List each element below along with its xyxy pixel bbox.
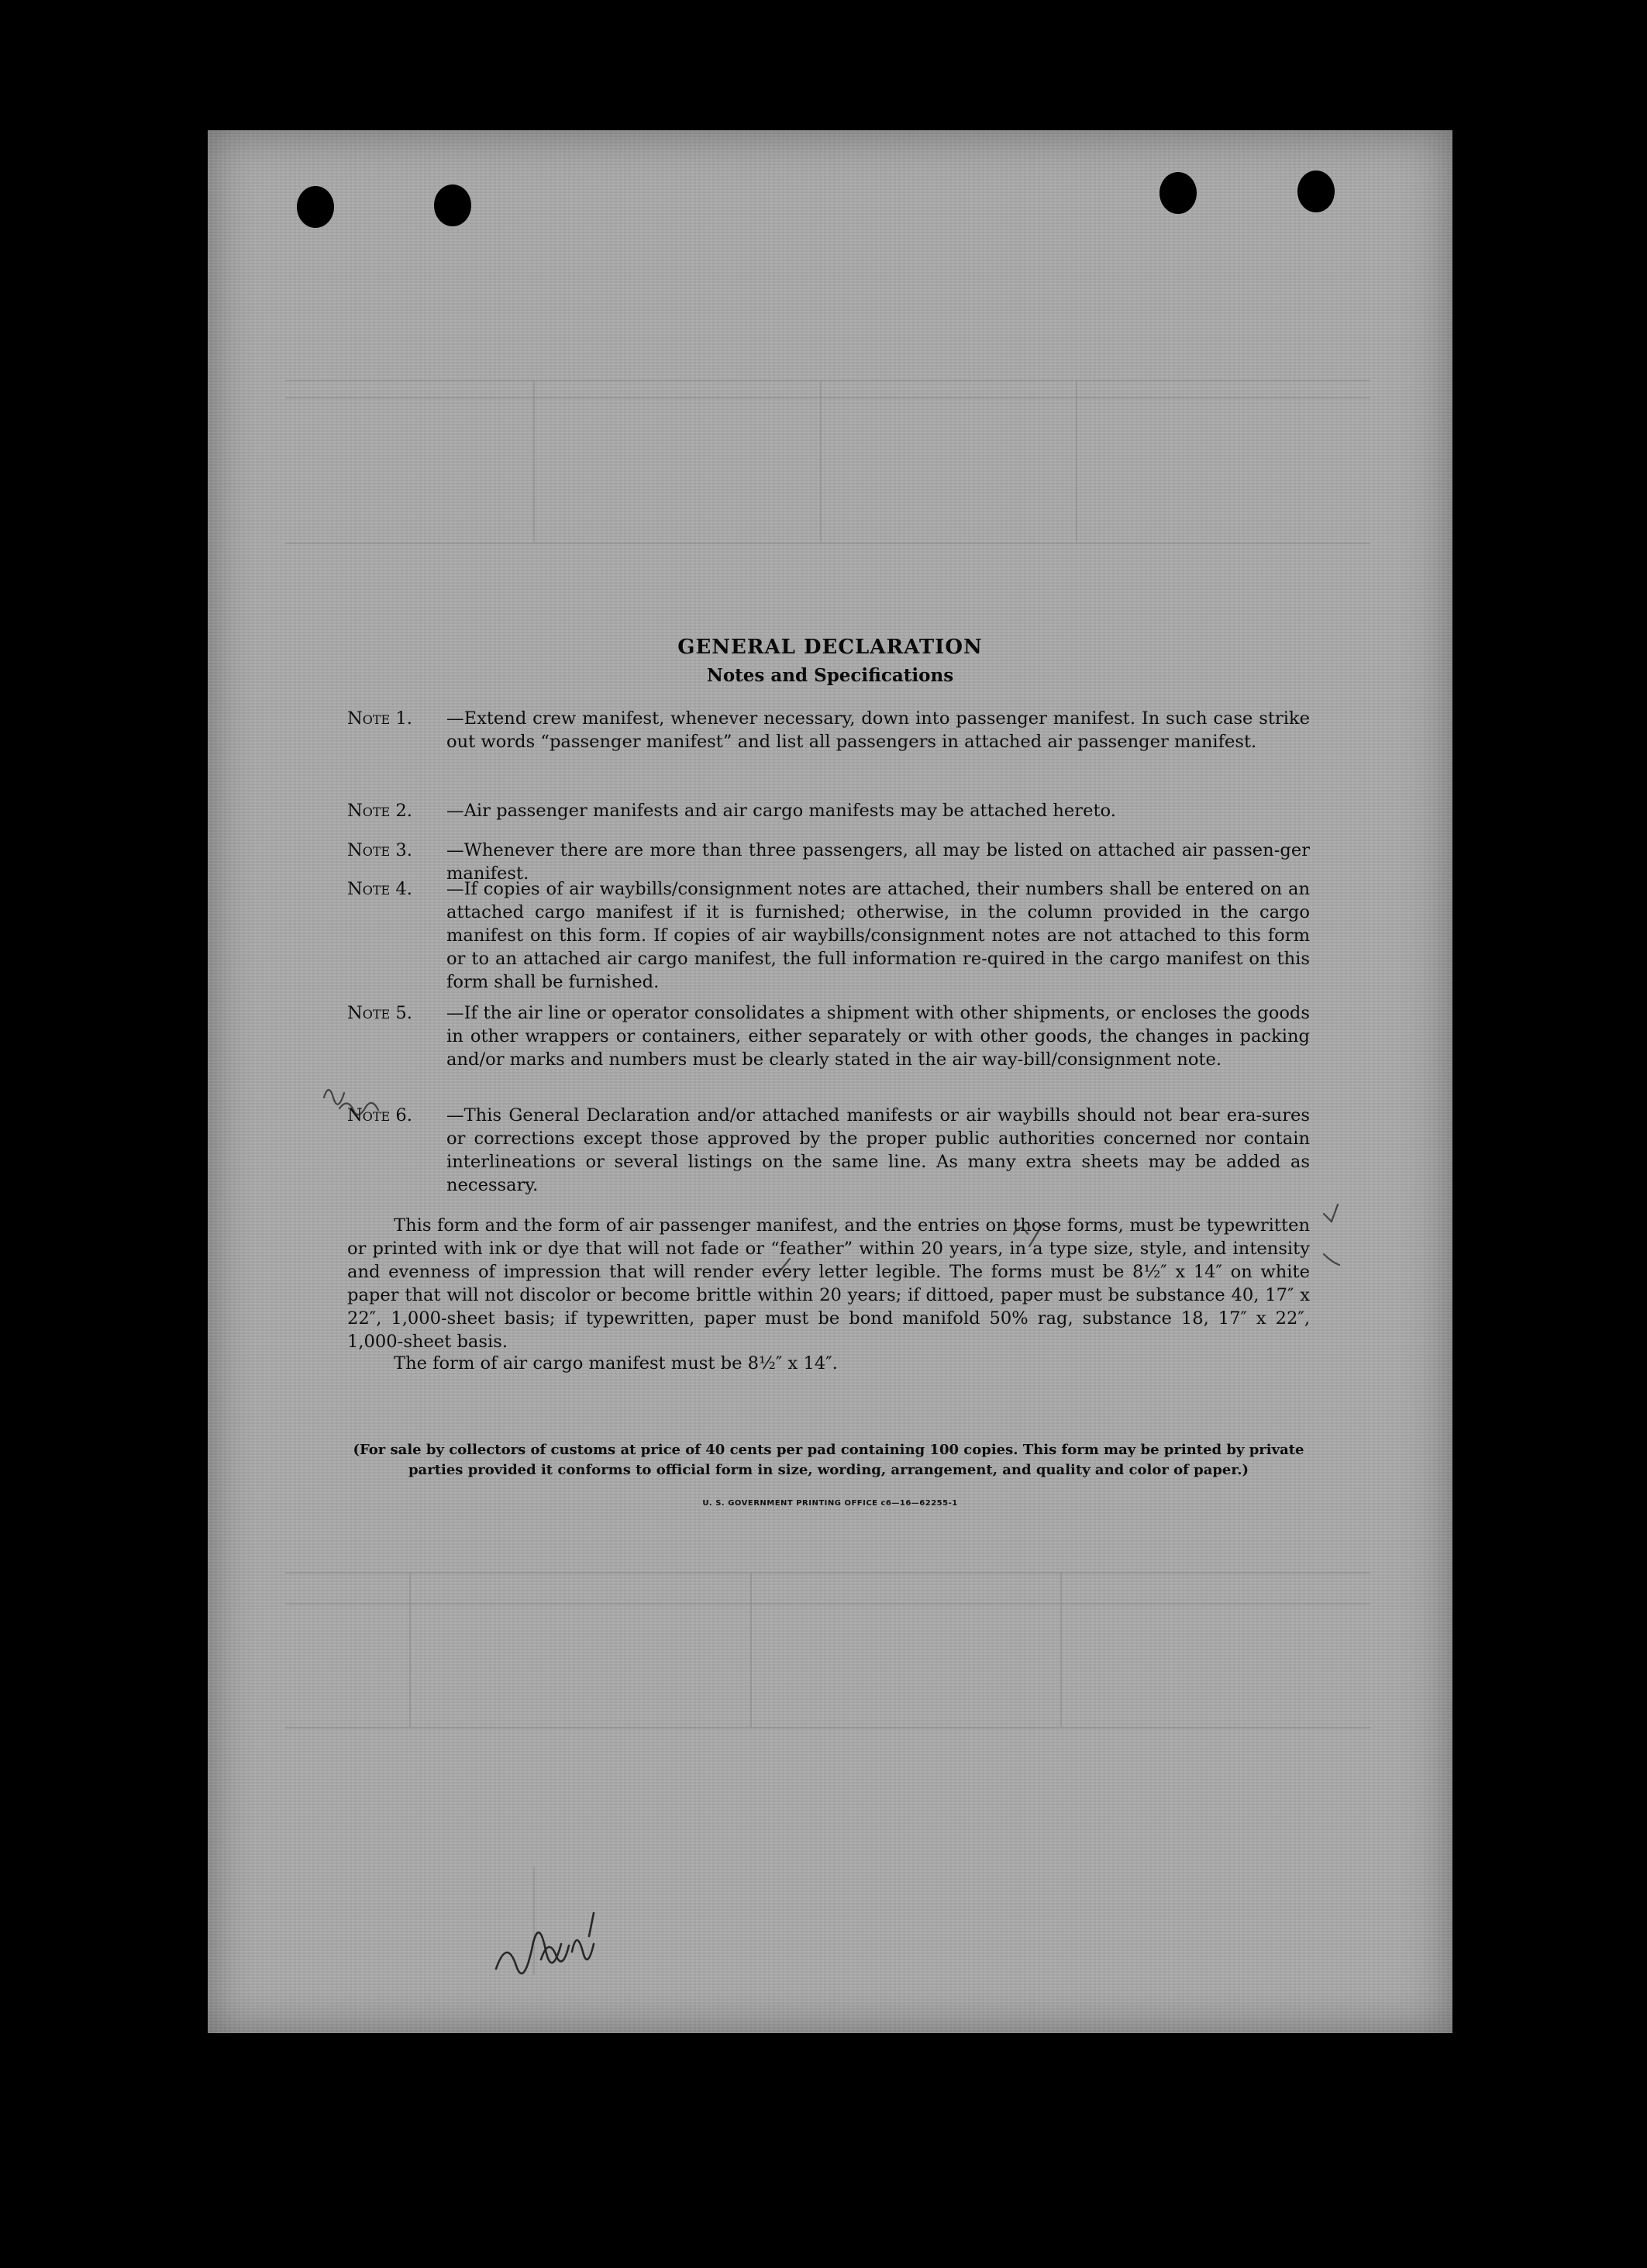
- ghost-rule: [1076, 380, 1077, 543]
- note-2: [347, 799, 1310, 822]
- note-label: Note 4.: [347, 879, 412, 899]
- bleed-through-stamp: [1111, 148, 1281, 282]
- note-4: [347, 877, 1310, 994]
- sale-notice: (For sale by collectors of customs at price of 40 cents per pad containing 100 copies. This form may be printed by private parties provided it conforms to official form in size, wording, arrangement, and quality and color of paper.): [353, 1442, 1304, 1478]
- form-requirements-paragraph: This form and the form of air passenger manifest, and the entries on those forms, must be typewritten or printed with ink or dye that will not fade or “feather” within 20 years, in a type size, style, and intensity and evenness of impression that will render every letter legible. The forms must be 8½″ x 14″ on white paper that will not discolor or become brittle within 20 years; if dittoed, paper must be substance 40, 17″ x 22″, 1,000-sheet basis; if typewritten, paper must be bond manifold 50% rag, substance 18, 17″ x 22″, 1,000-sheet basis.: [347, 1215, 1310, 1352]
- ghost-rule: [285, 1727, 1370, 1729]
- note-label: Note 2.: [347, 801, 412, 821]
- note-label: Note 1.: [347, 708, 412, 729]
- ghost-rule: [750, 1572, 752, 1727]
- note-label: Note 5.: [347, 1003, 412, 1023]
- note-label: Note 6.: [347, 1105, 412, 1125]
- ghost-rule: [1060, 1572, 1062, 1727]
- punch-hole: [297, 186, 334, 228]
- page-subtitle: Notes and Specifications: [706, 665, 954, 686]
- note-text: —Air passenger manifests and air cargo manifests may be attached hereto.: [446, 801, 1116, 821]
- note-text: —If the air line or operator consolidates a shipment with other shipments, or encloses the goods in other wrappers or containers, either separately or with other goods, the changes in packing and/or marks and numbers must be clearly stated in the air way-bill/consignment note.: [446, 1003, 1310, 1070]
- ghost-rule: [285, 543, 1370, 544]
- ghost-rule: [285, 1572, 1370, 1573]
- note-1: [347, 707, 1310, 753]
- punch-hole: [434, 184, 471, 226]
- ghost-rule: [285, 397, 1370, 398]
- ghost-rule: [533, 380, 535, 543]
- punch-hole: [1297, 171, 1335, 212]
- printer-line: U. S. GOVERNMENT PRINTING OFFICE c6—16—62255-1: [702, 1499, 958, 1508]
- ghost-rule: [285, 1603, 1370, 1604]
- document-page: [208, 130, 1452, 2033]
- note-6: [347, 1104, 1310, 1197]
- ghost-rule: [409, 1572, 411, 1727]
- ghost-rule: [820, 380, 822, 543]
- cargo-manifest-size-note: The form of air cargo manifest must be 8½″ x 14″.: [394, 1353, 838, 1374]
- note-text: —Whenever there are more than three passengers, all may be listed on attached air passen-ger manifest.: [446, 840, 1310, 884]
- note-text: —This General Declaration and/or attached manifests or air waybills should not bear era-sures or corrections except those approved by the proper public authorities concerned nor contain interlineations or several listings on the same line. As many extra sheets may be added as necessary.: [446, 1105, 1310, 1195]
- page-title: GENERAL DECLARATION: [677, 636, 983, 659]
- note-5: [347, 1001, 1310, 1071]
- note-label: Note 3.: [347, 840, 412, 860]
- ghost-rule: [533, 1866, 535, 1975]
- pencil-marks: [208, 130, 1452, 2033]
- note-text: —Extend crew manifest, whenever necessary, down into passenger manifest. In such case strike out words “passenger manifest” and list all passengers in attached air passenger manifest.: [446, 708, 1310, 752]
- note-text: —If copies of air waybills/consignment notes are attached, their numbers shall be entered on an attached cargo manifest if it is furnished; otherwise, in the column provided in the cargo manifest on this form. If copies of air waybills/consignment notes are not attached to this form or to an attached air cargo manifest, the full information re-quired in the cargo manifest on this form shall be furnished.: [446, 879, 1310, 992]
- ghost-rule: [285, 380, 1370, 381]
